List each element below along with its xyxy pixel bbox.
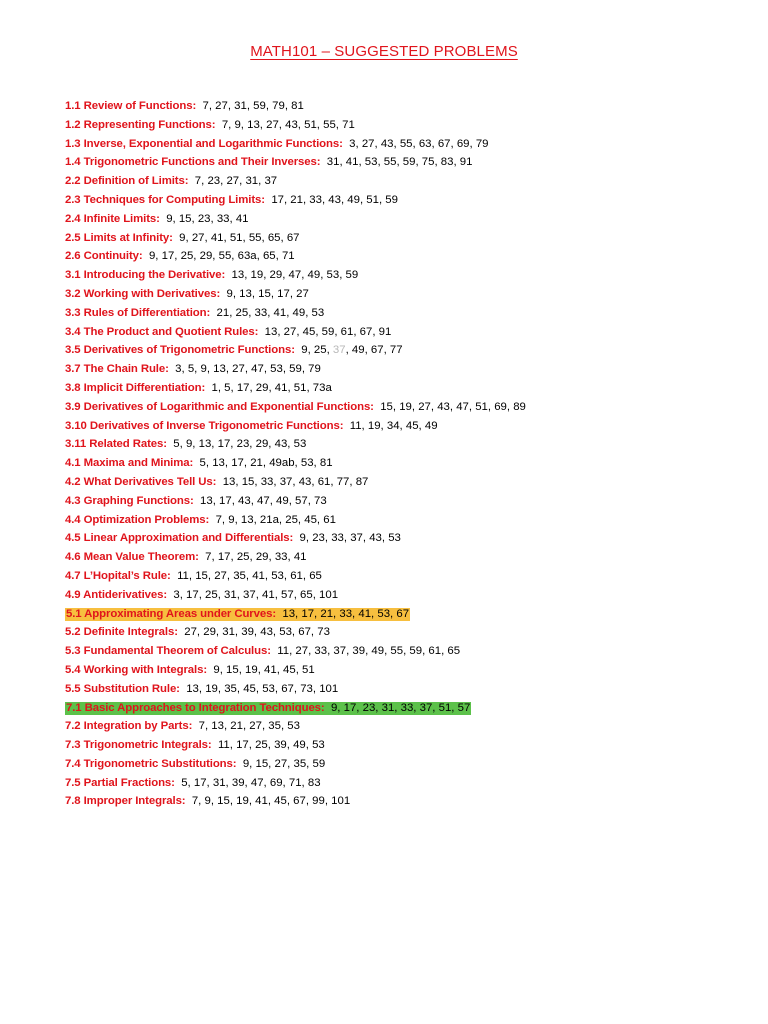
section-topic: 3.9 Derivatives of Logarithmic and Exponential Functions: (65, 400, 374, 413)
problem-list-item (65, 642, 755, 661)
problem-numbers: 13, 27, 45, 59, 61, 67, 91 (264, 325, 392, 338)
problem-numbers: 11, 17, 25, 39, 49, 53 (217, 739, 325, 752)
section-topic: 7.1 Basic Approaches to Integration Techniques: (66, 701, 325, 714)
section-topic: 1.1 Review of Functions: (65, 100, 197, 112)
page-title: MATH101 – SUGGESTED PROBLEMS (250, 43, 518, 60)
problem-numbers: 7, 13, 21, 27, 35, 53 (198, 720, 300, 733)
problem-numbers: 1, 5, 17, 29, 41, 51, 73a (211, 381, 332, 394)
problem-numbers: 7, 27, 31, 59, 79, 81 (202, 100, 304, 112)
problem-list-item (65, 511, 755, 530)
problem-list-item (65, 548, 755, 567)
problem-numbers: 21, 25, 33, 41, 49, 53 (216, 306, 325, 319)
problem-numbers: 11, 15, 27, 35, 41, 53, 61, 65 (177, 569, 322, 582)
problem-numbers: 9, 15, 27, 35, 59 (242, 757, 326, 770)
problem-numbers: 7, 9, 13, 21a, 25, 45, 61 (215, 513, 336, 526)
problem-numbers: 3, 27, 43, 55, 63, 67, 69, 79 (349, 137, 489, 150)
problem-list-item (65, 379, 755, 398)
section-topic: 3.3 Rules of Differentiation: (65, 306, 211, 319)
problem-numbers: 9, 15, 23, 33, 41 (166, 212, 249, 225)
section-topic: 1.4 Trigonometric Functions and Their Inverses: (65, 156, 321, 169)
problem-numbers: 7, 9, 13, 27, 43, 51, 55, 71 (221, 118, 355, 131)
highlight-orange (65, 608, 410, 621)
problem-numbers: 5, 9, 13, 17, 23, 29, 43, 53 (173, 438, 307, 451)
problem-list-item (65, 661, 755, 680)
section-topic: 2.4 Infinite Limits: (65, 212, 160, 225)
problem-list-item (65, 172, 755, 191)
problem-numbers: 5, 17, 31, 39, 47, 69, 71, 83 (181, 776, 321, 789)
highlight-green (65, 702, 471, 715)
section-topic: 4.3 Graphing Functions: (65, 494, 194, 507)
section-topic: 3.2 Working with Derivatives: (65, 287, 221, 300)
section-topic: 4.2 What Derivatives Tell Us: (65, 475, 217, 488)
problem-list-item (65, 623, 755, 642)
problem-numbers: 11, 27, 33, 37, 39, 49, 55, 59, 61, 65 (277, 645, 461, 658)
problem-numbers: 3, 17, 25, 31, 37, 41, 57, 65, 101 (173, 588, 339, 601)
problem-list-item (65, 285, 755, 304)
problem-numbers: 3, 5, 9, 13, 27, 47, 53, 59, 79 (175, 363, 321, 376)
problem-numbers: 9, 15, 19, 41, 45, 51 (213, 663, 315, 676)
problem-list-item (65, 210, 755, 229)
problem-numbers: 9, 13, 15, 17, 27 (226, 287, 309, 300)
problem-numbers: 13, 15, 33, 37, 43, 61, 77, 87 (222, 475, 369, 488)
section-topic: 2.3 Techniques for Computing Limits: (65, 193, 265, 206)
problem-list-item (65, 247, 755, 266)
section-topic: 5.3 Fundamental Theorem of Calculus: (65, 645, 271, 658)
section-topic: 7.2 Integration by Parts: (65, 720, 193, 733)
section-topic: 3.4 The Product and Quotient Rules: (65, 325, 259, 338)
problem-list-item (65, 567, 755, 586)
section-topic: 2.2 Definition of Limits: (65, 175, 189, 188)
problem-list-item (65, 398, 755, 417)
problem-numbers: 9, 23, 33, 37, 43, 53 (299, 532, 401, 545)
section-topic: 2.6 Continuity: (65, 250, 143, 263)
section-topic: 4.6 Mean Value Theorem: (65, 551, 199, 564)
problem-list-item (65, 586, 755, 605)
section-topic: 4.7 L’Hopital’s Rule: (65, 569, 171, 582)
section-topic: 2.5 Limits at Infinity: (65, 231, 173, 244)
problem-numbers: 9, 17, 23, 31, 33, 37, 51, 57 (330, 701, 471, 714)
problem-numbers: 13, 19, 35, 45, 53, 67, 73, 101 (186, 682, 339, 695)
section-topic: 7.8 Improper Integrals: (65, 795, 186, 808)
problem-numbers: 7, 17, 25, 29, 33, 41 (205, 551, 307, 564)
section-topic: 4.9 Antiderivatives: (65, 588, 168, 601)
problem-list-item (65, 116, 755, 135)
problem-list-item (65, 417, 755, 436)
section-topic: 5.5 Substitution Rule: (65, 682, 180, 695)
problem-list-item (65, 323, 755, 342)
problem-list-item (65, 605, 755, 624)
problem-numbers: 9, 27, 41, 51, 55, 65, 67 (179, 231, 300, 244)
problem-numbers: 13, 19, 29, 47, 49, 53, 59 (231, 269, 359, 282)
problem-list-item (65, 699, 755, 718)
section-topic: 5.1 Approximating Areas under Curves: (66, 607, 277, 620)
section-topic: 4.5 Linear Approximation and Differentials: (65, 532, 294, 545)
problem-numbers: 7, 23, 27, 31, 37 (194, 175, 278, 188)
section-topic: 3.7 The Chain Rule: (65, 363, 169, 376)
problem-list-item (65, 492, 755, 511)
problem-numbers: , 49, 67, 77 (345, 344, 403, 357)
problem-list-item (65, 473, 755, 492)
section-topic: 3.11 Related Rates: (65, 438, 167, 451)
section-topic: 1.2 Representing Functions: (65, 118, 216, 131)
section-topic: 3.10 Derivatives of Inverse Trigonometric Functions: (65, 419, 344, 432)
problem-list-item (65, 736, 755, 755)
problem-list-item (65, 792, 755, 811)
problem-numbers: 13, 17, 43, 47, 49, 57, 73 (200, 494, 327, 507)
section-topic: 5.2 Definite Integrals: (65, 626, 178, 639)
problem-list-item (65, 191, 755, 210)
problem-numbers: 11, 19, 34, 45, 49 (349, 419, 438, 432)
problem-numbers: 9, 17, 25, 29, 55, 63a, 65, 71 (148, 250, 295, 263)
problem-numbers: 17, 21, 33, 43, 49, 51, 59 (271, 193, 398, 206)
problem-list-item (65, 717, 755, 736)
problem-list-item (65, 229, 755, 248)
problem-list-item (65, 680, 755, 699)
section-topic: 7.4 Trigonometric Substitutions: (65, 757, 237, 770)
problem-list (65, 97, 755, 811)
problem-list-item (65, 97, 755, 116)
section-topic: 4.1 Maxima and Minima: (65, 457, 194, 470)
problem-numbers: 15, 19, 27, 43, 47, 51, 69, 89 (380, 400, 526, 413)
problem-list-item (65, 360, 755, 379)
section-topic: 3.8 Implicit Differentiation: (65, 381, 206, 394)
section-topic: 3.5 Derivatives of Trigonometric Functions: (65, 344, 295, 357)
problem-list-item (65, 304, 755, 323)
problem-numbers: 27, 29, 31, 39, 43, 53, 67, 73 (184, 626, 330, 639)
problem-numbers: 13, 17, 21, 33, 41, 53, 67 (282, 607, 410, 620)
problem-numbers: 9, 25, (301, 344, 330, 357)
problem-list-item (65, 529, 755, 548)
section-topic: 7.5 Partial Fractions: (65, 776, 175, 789)
problem-numbers: 31, 41, 53, 55, 59, 75, 83, 91 (326, 156, 473, 169)
problem-list-item (65, 153, 755, 172)
problem-list-item (65, 454, 755, 473)
problem-list-item (65, 755, 755, 774)
problem-numbers: 5, 13, 17, 21, 49ab, 53, 81 (199, 457, 333, 470)
problem-numbers: 7, 9, 15, 19, 41, 45, 67, 99, 101 (191, 795, 351, 808)
problem-list-item (65, 435, 755, 454)
section-topic: 7.3 Trigonometric Integrals: (65, 739, 212, 752)
problem-list-item (65, 341, 755, 360)
section-topic: 5.4 Working with Integrals: (65, 663, 208, 676)
problem-list-item (65, 774, 755, 793)
section-topic: 3.1 Introducing the Derivative: (65, 269, 226, 282)
problem-list-item (65, 135, 755, 154)
section-topic: 1.3 Inverse, Exponential and Logarithmic Functions: (65, 137, 343, 150)
problem-list-item (65, 266, 755, 285)
section-topic: 4.4 Optimization Problems: (65, 513, 210, 526)
problem-number-faded: 37 (332, 344, 346, 357)
